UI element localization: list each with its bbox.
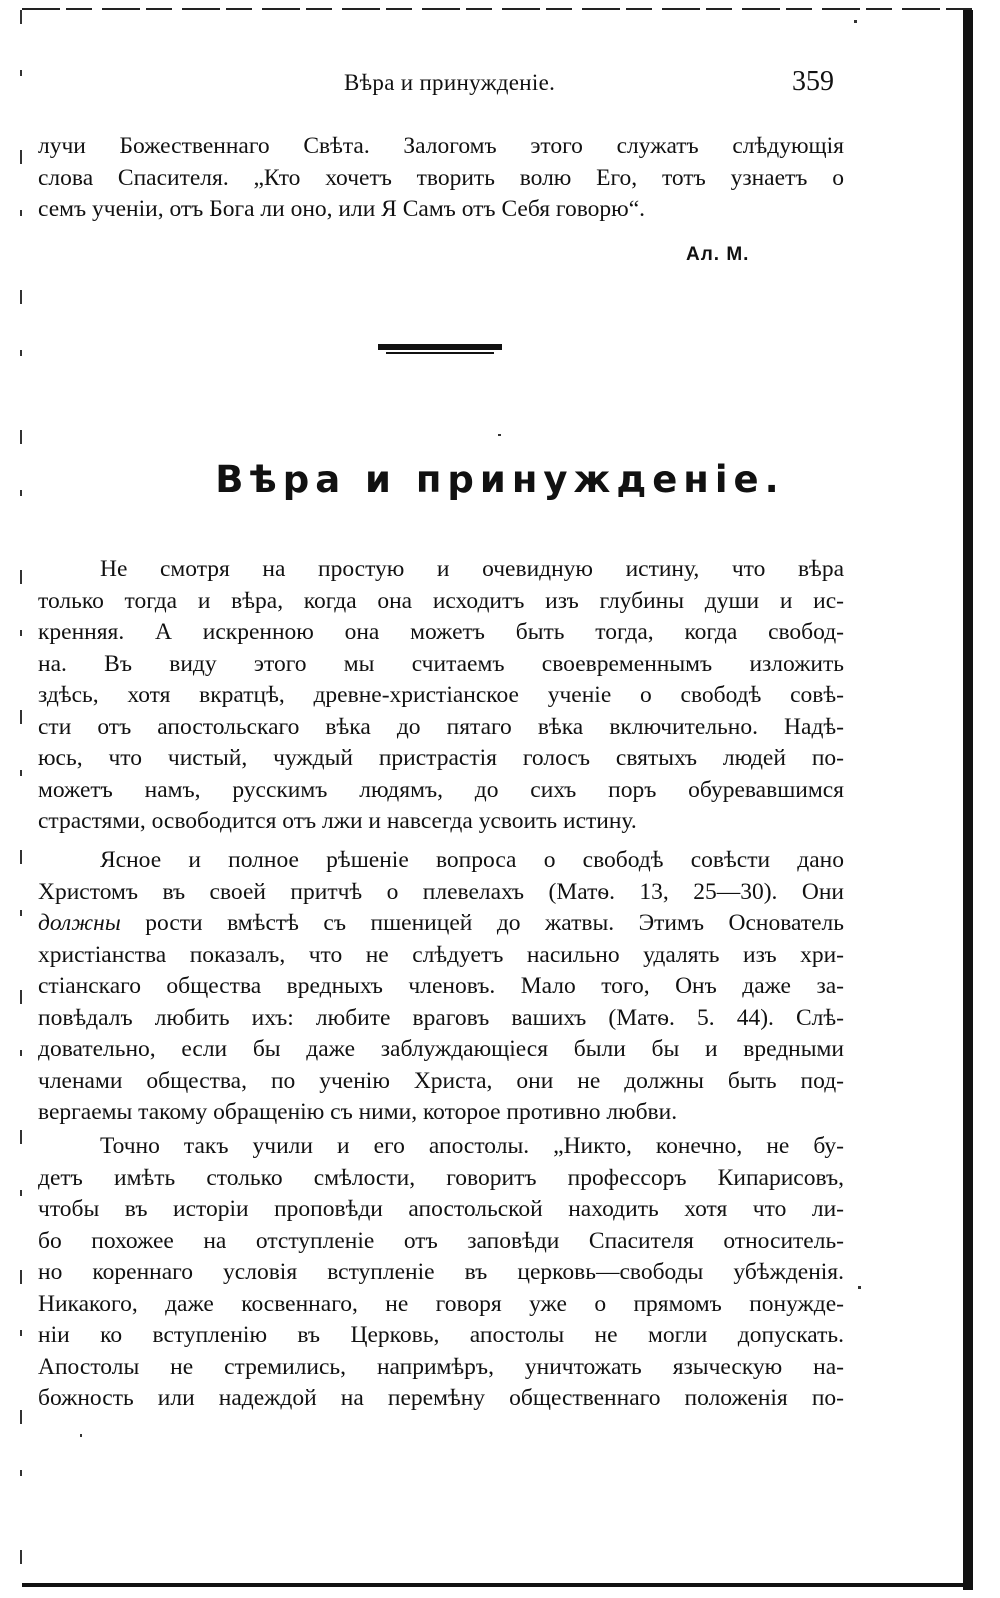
text-line: здѣсь, хотя вкратцѣ, древне-христіанское ученіе о свободѣ совѣ- <box>38 682 844 708</box>
text-line: можетъ намъ, русскимъ людямъ, до сихъ поръ обуревавшимся <box>38 776 844 803</box>
page-number: 359 <box>792 66 834 97</box>
text-line: членами общества, по ученію Христа, они не должны быть под- <box>38 1067 844 1094</box>
text-line: семъ ученіи, отъ Бога ли оно, или Я Самъ отъ Себя говорю“. <box>38 196 645 222</box>
running-head <box>0 66 1000 106</box>
text-line: на. Въ виду этого мы считаемъ своевременнымъ изложить <box>38 650 844 677</box>
text-line: лучи Божественнаго Свѣта. Залогомъ этого служатъ слѣдующія <box>38 133 844 159</box>
text-line: довательно, если бы даже заблуждающіеся были бы и вредными <box>38 1036 844 1062</box>
text-line: но кореннаго условія вступленіе въ церковь—свободы убѣжденія. <box>38 1259 844 1285</box>
text-line: детъ имѣть столько смѣлости, говоритъ профессоръ Кипарисовъ, <box>38 1164 844 1191</box>
italic-word: должны <box>38 910 121 936</box>
text-line: Точно такъ учили и его апостолы. „Никто, конечно, не бу- <box>100 1133 844 1159</box>
author-signature: Ал. М. <box>686 244 750 265</box>
text-line: христіанства показалъ, что не слѣдуетъ насильно удалять изъ хри- <box>38 941 844 968</box>
scan-speck <box>854 20 857 23</box>
text-line: юсь, что чистый, чуждый пристрастія голосъ святыхъ людей по- <box>38 745 844 771</box>
text-line: Никакого, даже косвеннаго, не говоря уже о прямомъ понужде- <box>38 1290 844 1317</box>
text-line: рости вмѣстѣ съ пшеницей до жатвы. Этимъ Основатель <box>145 910 845 936</box>
text-line: Апостолы не стремились, напримѣръ, уничтожать языческую на- <box>38 1353 844 1380</box>
text-line: Не смотря на простую и очевидную истину, что вѣра <box>100 556 844 582</box>
text-line: сти отъ апостольскаго вѣка до пятаго вѣка включительно. Надѣ- <box>38 713 844 740</box>
text-line: стіанскаго общества вредныхъ членовъ. Мало того, Онъ даже за- <box>38 973 844 999</box>
scan-speck <box>858 1286 861 1289</box>
text-line-with-italic <box>38 908 844 940</box>
paragraph-2 <box>38 845 844 1129</box>
text-line: только тогда и вѣра, когда она исходитъ изъ глубины души и ис- <box>38 587 844 614</box>
text-line: Христомъ въ своей притчѣ о плевелахъ (Матѳ. 13, 25—30). Они <box>38 878 844 905</box>
text-line: кренняя. А искренною она можетъ быть тогда, когда свобод- <box>38 619 844 645</box>
text-line: Ясное и полное рѣшеніе вопроса о свободѣ совѣсти дано <box>100 847 844 873</box>
text-line: страстями, освободится отъ лжи и навсегда усвоить истину. <box>38 808 637 834</box>
scan-speck <box>80 1434 82 1437</box>
paragraph-1 <box>38 554 844 838</box>
running-title: Вѣра и принужденіе. <box>344 70 556 95</box>
scan-speck <box>498 434 501 436</box>
right-border-line <box>963 10 973 1590</box>
text-line: бо похожее на отступленіе отъ заповѣди Спасителя относитель- <box>38 1227 844 1254</box>
top-border-line <box>22 8 972 10</box>
left-border-line <box>20 10 22 1570</box>
text-line: повѣдалъ любить ихъ: любите враговъ вашихъ (Матѳ. 5. 44). Слѣ- <box>38 1004 844 1031</box>
text-line: чтобы въ исторіи проповѣди апостольской находить хотя что ли- <box>38 1196 844 1222</box>
bottom-border-line <box>22 1583 973 1587</box>
text-line: вергаемы такому обращенію съ ними, которое противно любви. <box>38 1099 678 1125</box>
text-line: ніи ко вступленію въ Церковь, апостолы не могли допускать. <box>38 1322 844 1348</box>
paragraph-3 <box>38 1131 844 1415</box>
article-title: Вѣра и принужденіе. <box>215 458 785 501</box>
section-divider <box>378 344 502 353</box>
preceding-article-ending <box>38 131 844 226</box>
text-line: божность или надеждой на перемѣну общественнаго положенія по- <box>38 1385 844 1411</box>
text-line: слова Спасителя. „Кто хочетъ творить волю Его, тотъ узнаетъ о <box>38 164 844 191</box>
